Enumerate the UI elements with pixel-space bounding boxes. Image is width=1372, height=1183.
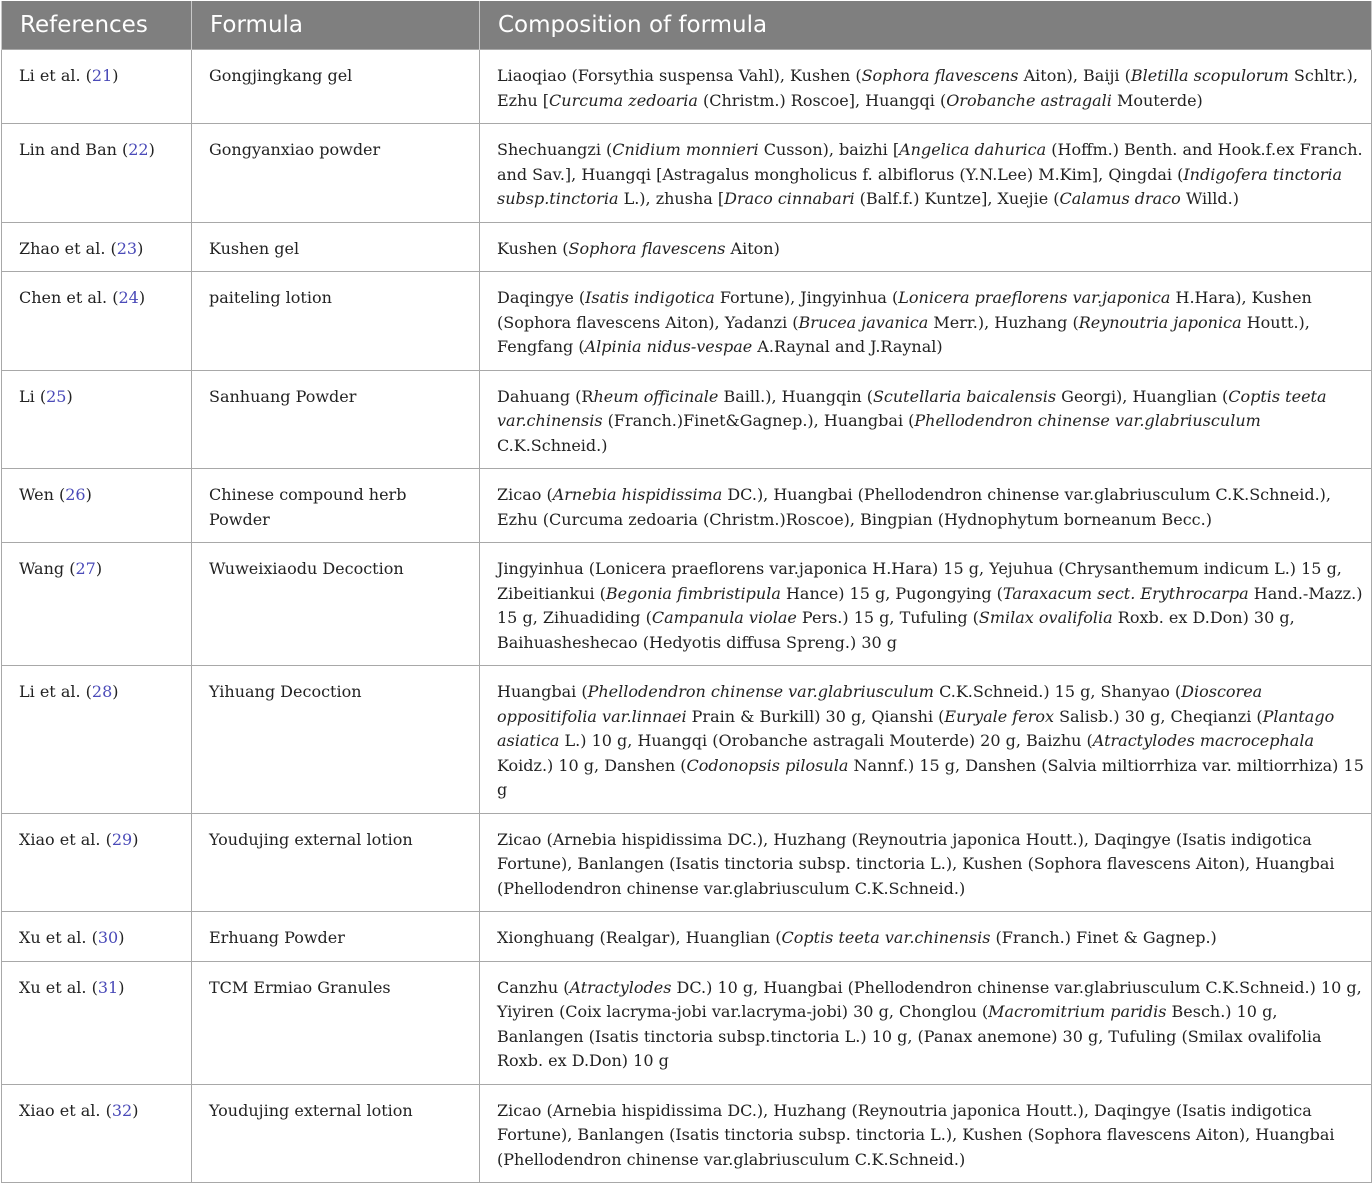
species-name: Reynoutria japonica [1078,312,1242,332]
table-row [2,961,1372,1084]
reference-close: ) [112,66,119,85]
cell-composition [480,222,1372,272]
reference-author: Xu et al. ( [19,977,98,997]
composition-text: L.) 10 g, Huangqi (Orobanche astragali Mouterde) 20 g, Baizhu ( [559,731,1093,750]
reference-author: Xu et al. ( [19,928,98,947]
composition-text: Besch.) 10 g, Banlangen (Isatis tinctoria subsp.tinctoria L.) 10 g, (Panax anemone) 30 g, Tufuling (Smilax ovalifolia Roxb. ex D.Don) 10 g [497,1002,1322,1070]
table-row [2,469,1372,543]
cell-formula: Yihuang Decoction [192,666,480,814]
header-row [2,1,1372,50]
cell-formula: Erhuang Powder [192,912,480,962]
reference-link[interactable]: 30 [97,928,119,947]
table-row [2,543,1372,666]
reference-link[interactable]: 22 [128,140,149,159]
composition-text: Prain & Burkill) 30 g, Qianshi ( [686,706,945,726]
reference-link[interactable]: 23 [116,238,138,258]
table-row [2,1084,1372,1183]
composition-text: Daqingye ( [497,288,586,307]
composition-text: (Balf.f.) Kuntze], Xuejie ( [854,189,1060,208]
composition-text: H.Hara), Kushen (Sophora flavescens Aiton), Yadanzi ( [497,288,1312,332]
species-name: Begonia fimbristipula [605,583,781,603]
composition-text: Mouterde) [1111,90,1203,110]
composition-text: Georgi), Huanglian ( [1056,386,1229,406]
reference-author: Xiao et al. ( [19,1100,112,1120]
composition-text: Huangbai ( [497,682,588,701]
reference-link[interactable]: 32 [111,1100,133,1120]
composition-text: Zicao (Arnebia hispidissima DC.), Huzhang (Reynoutria japonica Houtt.), Daqingye (Isatis indigotica Fortune), Banlangen (Isatis tinctoria subsp. tinctoria L.), Kushen (Sophora flavescens Aiton), Huangbai (Phellodendron chinense var.glabriusculum C.K.Schneid.) [497,1100,1335,1169]
header-composition: Composition of formula [480,1,1372,50]
cell-reference [2,1084,192,1183]
species-name: Brucea javanica [798,312,929,332]
reference-close: ) [138,288,146,307]
composition-text: Hance) 15 g, Pugongying ( [780,583,1003,603]
species-name: Arnebia hispidissima [552,485,723,504]
formula-table [1,1,1372,1183]
composition-text: Fortune), Jingyinhua ( [714,288,899,307]
composition-text: Hand.-Mazz.) 15 g, Zihuadiding ( [497,583,1363,627]
reference-close: ) [132,829,139,849]
species-name: Atractylodes macrocephala [1092,731,1314,750]
reference-close: ) [85,485,92,504]
reference-link[interactable]: 26 [65,485,86,504]
cell-reference [2,370,192,469]
cell-composition [480,272,1372,371]
species-name: heum officinale [593,386,719,406]
species-name: Codonopsis pilosula [686,755,849,775]
reference-link[interactable]: 27 [75,559,96,578]
reference-close: ) [95,559,103,578]
reference-link[interactable]: 24 [118,288,139,307]
reference-close: ) [148,140,155,159]
species-name: Sophora flavescens [568,238,726,258]
composition-text: Pers.) 15 g, Tufuling ( [796,608,979,627]
cell-reference [2,912,192,962]
species-name: Smilax ovalifolia [978,608,1113,627]
reference-link[interactable]: 28 [91,682,113,701]
species-name: Draco cinnabari [724,189,855,208]
cell-composition [480,469,1372,543]
reference-close: ) [118,928,125,947]
composition-text: C.K.Schneid.) 15 g, Shanyao ( [933,682,1182,701]
composition-text: (Franch.)Finet&Gagnep.), Huangbai ( [602,411,915,430]
cell-composition [480,912,1372,962]
cell-formula: Gongjingkang gel [192,50,480,124]
composition-text: L.), zhusha [ [618,189,725,208]
cell-formula: Gongyanxiao powder [192,124,480,223]
reference-author: Li ( [19,386,47,406]
species-name: Indigofera tinctoria subsp.tinctoria [497,164,1343,208]
reference-close: ) [66,386,73,406]
species-name: Phellodendron chinense var.glabriusculum [914,411,1261,430]
reference-author: Wen ( [19,485,66,504]
reference-author: Li et al. ( [19,682,92,701]
cell-formula: Sanhuang Powder [192,370,480,469]
reference-link[interactable]: 29 [111,829,133,849]
cell-reference [2,272,192,371]
table-row [2,813,1372,912]
cell-composition [480,666,1372,814]
species-name: Atractylodes [569,977,672,997]
composition-text: Willd.) [1180,189,1239,208]
composition-text: Kushen ( [497,238,569,258]
cell-formula: Youdujing external lotion [192,813,480,912]
species-name: Coptis teeta var.chinensis [781,928,991,947]
species-name: Curcuma zedoaria [549,90,698,110]
composition-text: A.Raynal and J.Raynal) [752,337,943,356]
species-name: Lonicera praeflorens var.japonica [898,288,1171,307]
header-formula: Formula [192,1,480,50]
composition-text: Jingyinhua (Lonicera praeflorens var.japonica H.Hara) 15 g, Yejuhua (Chrysanthemum indicum L.) 15 g, Zibeitiankui ( [497,559,1342,603]
species-name: Orobanche astragali [946,90,1112,110]
cell-formula: Kushen gel [192,222,480,272]
cell-composition [480,50,1372,124]
species-name: Campanula violae [651,608,797,627]
composition-text: DC.), Huangbai (Phellodendron chinense var.glabriusculum C.K.Schneid.), Ezhu (Curcuma zedoaria (Christm.)Roscoe), Bingpian (Hydnophytum borneanum Becc.) [497,485,1331,529]
table-row [2,370,1372,469]
species-name: Isatis indigotica [585,288,715,307]
species-name: Macromitrium paridis [988,1002,1167,1021]
table-body [2,50,1372,1183]
cell-reference [2,543,192,666]
cell-reference [2,50,192,124]
composition-text: Zicao ( [497,485,553,504]
cell-reference [2,961,192,1084]
table-row [2,124,1372,223]
composition-text: Houtt.), Fengfang ( [497,312,1310,356]
table-row [2,912,1372,962]
composition-text: Merr.), Huzhang ( [928,312,1079,332]
species-name: Bletilla scopulorum [1130,66,1289,85]
reference-author: Lin and Ban ( [19,140,129,159]
cell-composition [480,813,1372,912]
table-row [2,222,1372,272]
species-name: Taraxacum sect. Erythrocarpa [1002,583,1249,603]
composition-text: Canzhu ( [497,977,570,997]
reference-link[interactable]: 21 [91,66,113,85]
cell-reference [2,222,192,272]
cell-composition [480,961,1372,1084]
reference-close: ) [132,1100,139,1120]
reference-author: Wang ( [19,559,76,578]
composition-text: Baill.), Huangqin ( [718,386,873,406]
composition-text: Aiton) [725,238,780,258]
species-name: Dioscorea oppositifolia var.linnaei [497,682,1263,726]
cell-formula: Wuweixiaodu Decoction [192,543,480,666]
composition-text: Salisb.) 30 g, Cheqianzi ( [1054,706,1263,726]
composition-text: Xionghuang (Realgar), Huanglian ( [497,928,782,947]
table-row [2,50,1372,124]
species-name: Coptis teeta var.chinensis [497,386,1327,430]
reference-author: Li et al. ( [19,66,92,85]
composition-text: Cusson), baizhi [ [758,140,900,159]
composition-text: Koidz.) 10 g, Danshen ( [497,755,687,775]
cell-formula: TCM Ermiao Granules [192,961,480,1084]
composition-text: Zicao (Arnebia hispidissima DC.), Huzhang (Reynoutria japonica Houtt.), Daqingye (Isatis indigotica Fortune), Banlangen (Isatis tinctoria subsp. tinctoria L.), Kushen (Sophora flavescens Aiton), Huangbai (Phellodendron chinense var.glabriusculum C.K.Schneid.) [497,829,1335,898]
header-references: References [2,1,192,50]
reference-author: Zhao et al. ( [19,238,117,258]
reference-close: ) [137,238,144,258]
species-name: Phellodendron chinense var.glabriusculum [587,682,934,701]
species-name: Sophora flavescens [861,66,1019,85]
table-header [2,1,1372,50]
cell-formula: paiteling lotion [192,272,480,371]
species-name: Cnidium monnieri [612,140,759,159]
composition-text: Dahuang (R [497,386,594,406]
cell-formula: Youdujing external lotion [192,1084,480,1183]
reference-close: ) [112,682,119,701]
species-name: Plantago asiatica [497,706,1335,750]
species-name: Calamus draco [1059,189,1181,208]
reference-link[interactable]: 31 [97,977,119,997]
cell-composition [480,370,1372,469]
table-row [2,272,1372,371]
composition-text: (Franch.) Finet & Gagnep.) [990,928,1217,947]
species-name: Scutellaria baicalensis [872,386,1057,406]
composition-text: Shechuangzi ( [497,140,613,159]
composition-text: Schltr.), Ezhu [ [497,66,1359,110]
composition-text: Aiton), Baiji ( [1018,66,1131,85]
species-name: Alpinia nidus-vespae [584,337,753,356]
cell-reference [2,124,192,223]
composition-text: (Christm.) Roscoe], Huangqi ( [697,90,947,110]
cell-composition [480,1084,1372,1183]
composition-text: DC.) 10 g, Huangbai (Phellodendron chinense var.glabriusculum C.K.Schneid.) 10 g, Yiyiren (Coix lacryma-jobi var.lacryma-jobi) 30 g, Chonglou ( [497,977,1362,1021]
cell-composition [480,543,1372,666]
composition-text: (Hoffm.) Benth. and Hook.f.ex Franch. and Sav.], Huangqi [Astragalus mongholicus f. albiflorus (Y.N.Lee) M.Kim], Qingdai ( [497,140,1363,184]
species-name: Euryale ferox [944,706,1054,726]
reference-close: ) [118,977,125,997]
reference-author: Xiao et al. ( [19,829,112,849]
composition-text: Roxb. ex D.Don) 30 g, Baihuasheshecao (Hedyotis diffusa Spreng.) 30 g [497,608,1295,652]
reference-link[interactable]: 25 [46,386,67,406]
composition-text: Liaoqiao (Forsythia suspensa Vahl), Kushen ( [497,66,862,85]
cell-formula: Chinese compound herb Powder [192,469,480,543]
cell-reference [2,469,192,543]
cell-reference [2,813,192,912]
table-row [2,666,1372,814]
reference-author: Chen et al. ( [19,288,119,307]
cell-reference [2,666,192,814]
composition-text: C.K.Schneid.) [497,435,608,455]
species-name: Angelica dahurica [899,140,1047,159]
composition-text: Nannf.) 15 g, Danshen (Salvia miltiorrhiza var. miltiorrhiza) 15 g [497,755,1364,799]
cell-composition [480,124,1372,223]
